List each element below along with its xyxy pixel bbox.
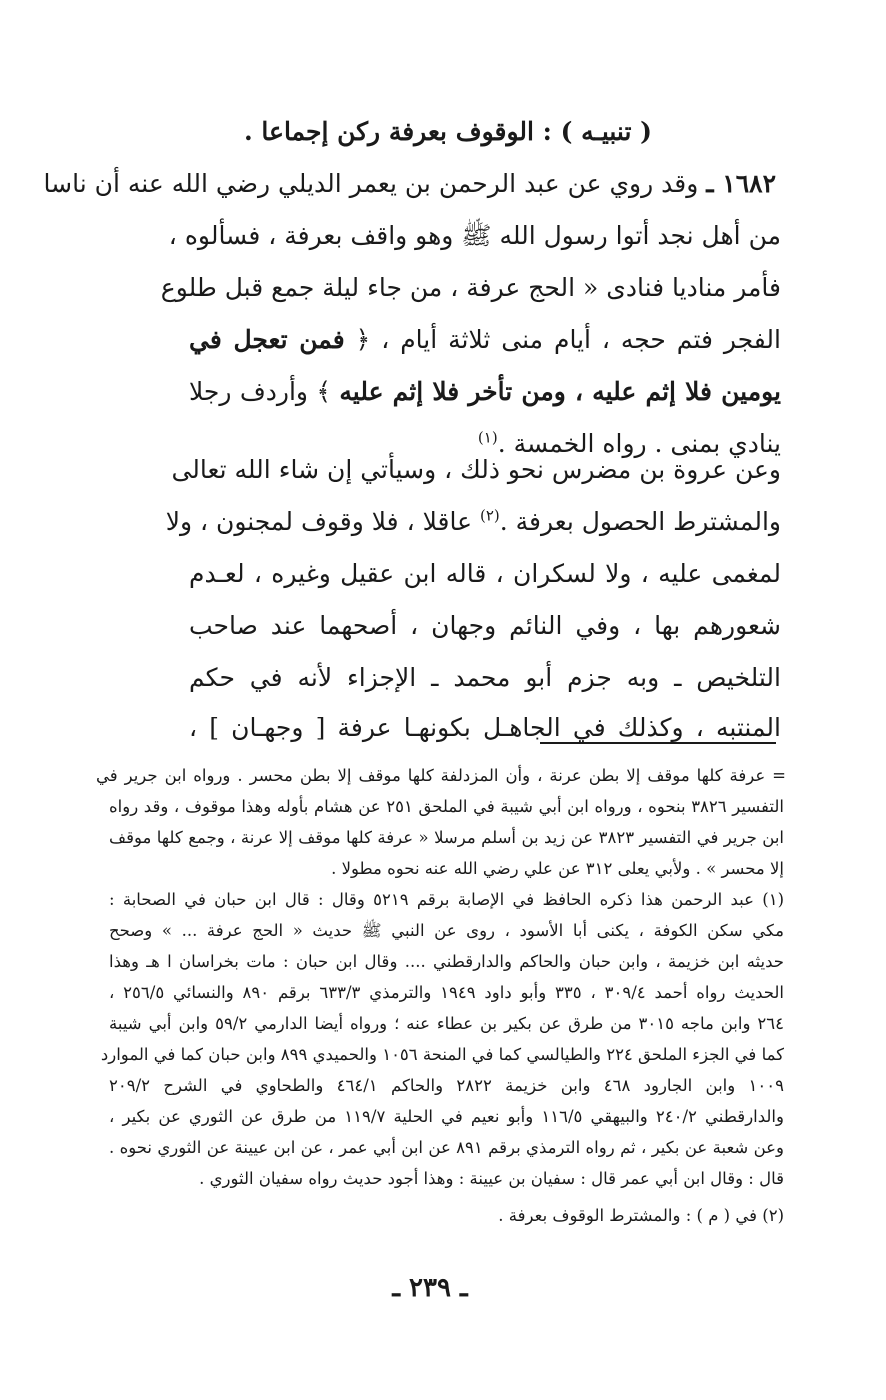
footnote-line: التفسير ٣٨٢٦ بنحوه ، ورواه ابن أبي شيبة في الملحق ٢٥١ عن هشام بأوله وهذا موقوف ، وقد رواه (109, 797, 784, 816)
footnote-line: وعن شعبة عن بكير ، ثم رواه الترمذي برقم ٨٩١ عن ابن أبي عمر ، عن ابن عيينة عن الثوري نحوه . (109, 1138, 784, 1157)
quran-quote: فمن تعجل في (189, 325, 345, 354)
footnote-line: مكي سكن الكوفة ، يكنى أبا الأسود ، روى عن النبي ﷺ حديث « الحج عرفة ... » وصحح (109, 921, 784, 940)
text-line: فأمر مناديا فنادى « الحج عرفة ، من جاء ليلة جمع قبل طلوع (160, 273, 781, 302)
text-line: وقد روي عن عبد الرحمن بن يعمر الديلي رضي الله عنه أن ناسا (43, 169, 699, 198)
text-segment: عاقلا ، فلا وقوف لمجنون ، ولا (165, 507, 472, 536)
notice-line (115, 106, 781, 158)
footnote-line: قال : وقال ابن أبي عمر قال : سفيان بن عيينة : وهذا أجود حديث رواه سفيان الثوري . (199, 1169, 784, 1188)
text-line: المنتبه ، وكذلك في الجاهـل بكونهـا عرفة [ وجهـان ] ، (189, 713, 781, 742)
text-line (189, 314, 781, 366)
text-line (189, 366, 781, 418)
footnote-separator (540, 742, 776, 744)
text-segment: والمشترط الحصول بعرفة . (499, 507, 781, 536)
text-line: شعورهم بها ، وفي النائم وجهان ، أصحهما عند صاحب (189, 611, 781, 640)
footnote-ref-2: (٢) (479, 506, 500, 525)
footnote-line: كما في الجزء الملحق ٢٢٤ والطيالسي كما في المنحة ١٠٥٦ والحميدي ٨٩٩ وابن حبان كما في الموارد (100, 1045, 784, 1064)
footnote-line: ١٠٠٩ وابن الجارود ٤٦٨ وابن خزيمة ٢٨٢٢ والحاكم ٤٦٤/١ والطحاوي في الشرح ٢٠٩/٢ (109, 1076, 784, 1095)
quran-quote: يومين فلا إثم عليه ، ومن تأخر فلا إثم عليه (339, 377, 781, 406)
footnote-line: = عرفة كلها موقف إلا بطن عرنة ، وأن المزدلفة كلها موقف إلا بطن محسر . ورواه ابن جرير في (96, 766, 786, 785)
text-line (165, 496, 781, 548)
text-line: وعن عروة بن مضرس نحو ذلك ، وسيأتي إن شاء الله تعالى (171, 455, 781, 484)
footnote-line: والدارقطني ٢٤٠/٢ والبيهقي ١١٦/٥ وأبو نعيم في الحلية ١١٩/٧ من طرق عن الثوري عن بكير ، (109, 1107, 784, 1126)
footnote-line: إلا محسر » . ولأبي يعلى ٣١٢ عن علي رضي الله عنه نحوه مطولا . (331, 859, 784, 878)
hadith-number: ١٦٨٢ ـ (706, 169, 776, 198)
notice-text: ( تنبيـه ) : الوقوف بعرفة ركن إجماعا . (244, 117, 652, 146)
text-line: لمغمى عليه ، ولا لسكران ، قاله ابن عقيل وغيره ، لعـدم (189, 559, 781, 588)
text-segment: الفجر فتم حجه ، أيام منى ثلاثة أيام ، ﴿ (355, 325, 781, 354)
page-number: ـ ٢٣٩ ـ (392, 1273, 468, 1303)
text-segment: ﴾ وأردف رجلا (189, 377, 331, 406)
text-line: التلخيص ـ وبه جزم أبو محمد ـ الإجزاء لأنه في حكم (189, 663, 781, 692)
footnote-1-line: (١) عبد الرحمن هذا ذكره الحافظ في الإصابة برقم ٥٢١٩ وقال : قال ابن حبان في الصحابة : (109, 890, 784, 909)
footnote-line: حديثه ابن خزيمة ، وابن حبان والحاكم والدارقطني .... وقال ابن حبان : مات بخراسان ا هـ وهذا (109, 952, 784, 971)
hadith-1682-line (43, 158, 776, 210)
text-line: من أهل نجد أتوا رسول الله ﷺ وهو واقف بعرفة ، فسألوه ، (168, 221, 781, 250)
footnote-2-line: (٢) في ( م ) : والمشترط الوقوف بعرفة . (498, 1206, 784, 1225)
footnote-line: الحديث رواه أحمد ٣٠٩/٤ ، ٣٣٥ وأبو داود ١٩٤٩ والترمذي ٦٣٣/٣ برقم ٨٩٠ والنسائي ٢٥٦/٥ ، (109, 983, 784, 1002)
footnote-line: ابن جرير في التفسير ٣٨٢٣ عن زيد بن أسلم مرسلا « عرفة كلها موقف إلا عرنة ، وجمع كلها موقف (109, 828, 784, 847)
footnote-ref-1: (١) (477, 428, 498, 447)
footnote-line: ٢٦٤ وابن ماجه ٣٠١٥ من طرق عن بكير بن عطاء عنه ؛ ورواه أيضا الدارمي ٥٩/٢ وابن أبي شيبة (109, 1014, 784, 1033)
text-segment: ينادي بمنى . رواه الخمسة . (497, 429, 781, 458)
